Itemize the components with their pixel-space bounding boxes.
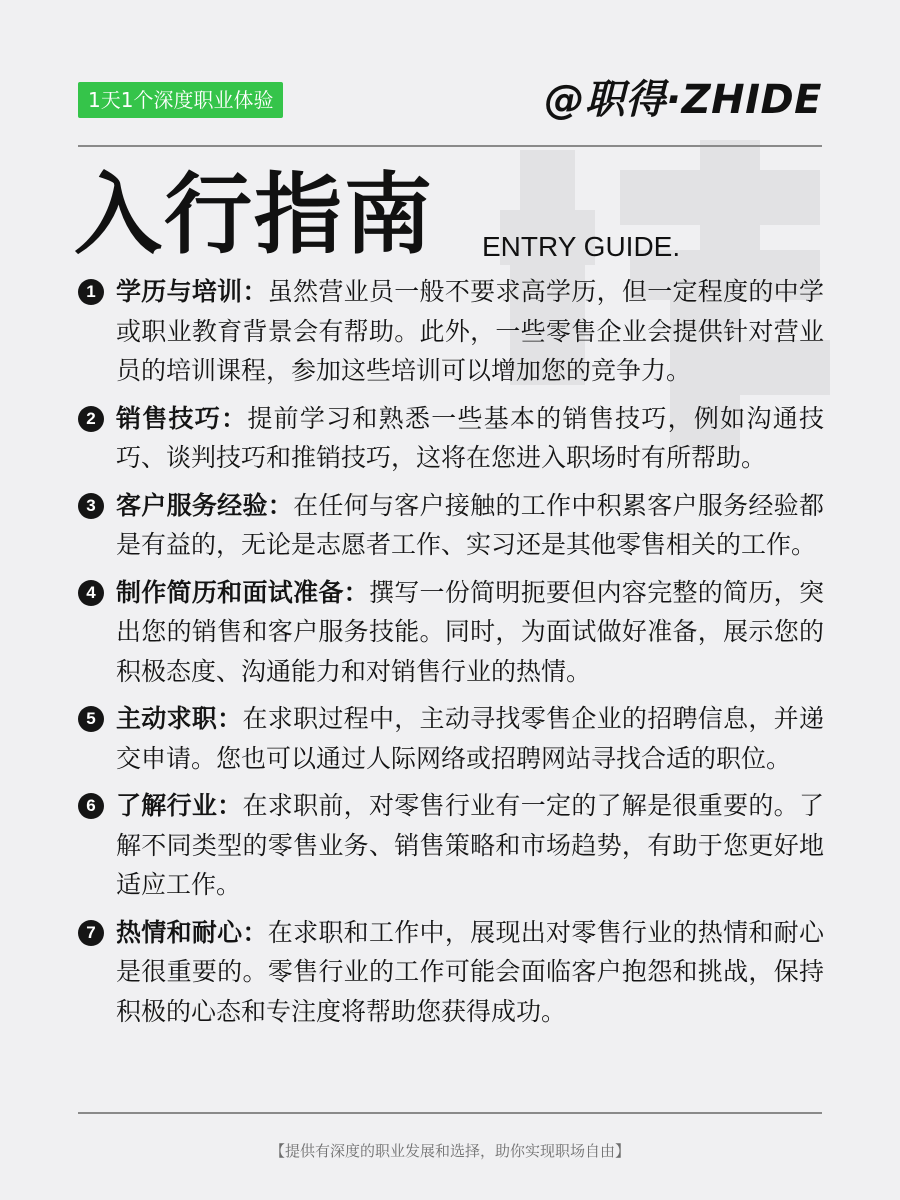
item-label: 主动求职： xyxy=(116,704,243,733)
item-text xyxy=(116,399,824,478)
item-text xyxy=(116,786,824,905)
item-text xyxy=(116,913,824,1032)
list-item xyxy=(78,573,824,692)
item-label: 热情和耐心： xyxy=(116,917,268,947)
daily-career-tag: 1天1个深度职业体验 xyxy=(78,82,283,118)
page-title: 入行指南 xyxy=(74,163,435,266)
number-badge-1: 1 xyxy=(78,279,104,305)
number-badge-2: 2 xyxy=(78,406,104,432)
number-badge-3: 3 xyxy=(78,493,104,519)
list-item xyxy=(78,486,824,565)
item-label: 了解行业： xyxy=(116,791,243,820)
guide-list xyxy=(78,272,824,1039)
top-divider xyxy=(78,145,822,147)
item-body: 在求职前，对零售行业有一定的了解是很重要的。了解不同类型的零售业务、销售策略和市场趋势，有助于您更好地适应工作。 xyxy=(116,791,824,899)
list-item xyxy=(78,699,824,778)
footer-slogan: 【提供有深度的职业发展和选择，助你实现职场自由】 xyxy=(269,1142,630,1160)
item-body: 在求职过程中，主动寻找零售企业的招聘信息，并递交申请。您也可以通过人际网络或招聘网站寻找合适的职位。 xyxy=(116,704,824,773)
item-text xyxy=(116,486,824,565)
brand-handle: @职得·ZHIDE xyxy=(544,77,822,123)
list-item xyxy=(78,913,824,1032)
number-badge-6: 6 xyxy=(78,793,104,819)
item-label: 销售技巧： xyxy=(116,403,248,433)
number-badge-5: 5 xyxy=(78,706,104,732)
item-label: 学历与培训： xyxy=(116,277,268,306)
number-badge-4: 4 xyxy=(78,580,104,606)
item-body: 虽然营业员一般不要求高学历，但一定程度的中学或职业教育背景会有帮助。此外，一些零售企业会提供针对营业员的培训课程，参加这些培训可以增加您的竞争力。 xyxy=(116,277,824,385)
list-item xyxy=(78,399,824,478)
item-body: 在求职和工作中，展现出对零售行业的热情和耐心是很重要的。零售行业的工作可能会面临客户抱怨和挑战，保持积极的心态和专注度将帮助您获得成功。 xyxy=(116,917,824,1026)
list-item xyxy=(78,786,824,905)
item-text xyxy=(116,573,824,692)
item-label: 制作简历和面试准备： xyxy=(116,577,369,607)
list-item xyxy=(78,272,824,391)
item-text xyxy=(116,699,824,778)
item-text xyxy=(116,272,824,391)
item-body: 撰写一份简明扼要但内容完整的简历，突出您的销售和客户服务技能。同时，为面试做好准备，展示您的积极态度、沟通能力和对销售行业的热情。 xyxy=(116,577,824,686)
item-label: 客户服务经验： xyxy=(116,490,294,520)
page-subtitle: ENTRY GUIDE. xyxy=(482,231,681,262)
number-badge-7: 7 xyxy=(78,920,104,946)
item-body: 提前学习和熟悉一些基本的销售技巧，例如沟通技巧、谈判技巧和推销技巧，这将在您进入职场时有所帮助。 xyxy=(116,403,824,472)
bottom-divider xyxy=(78,1112,822,1114)
item-body: 在任何与客户接触的工作中积累客户服务经验都是有益的，无论是志愿者工作、实习还是其他零售相关的工作。 xyxy=(116,490,824,559)
